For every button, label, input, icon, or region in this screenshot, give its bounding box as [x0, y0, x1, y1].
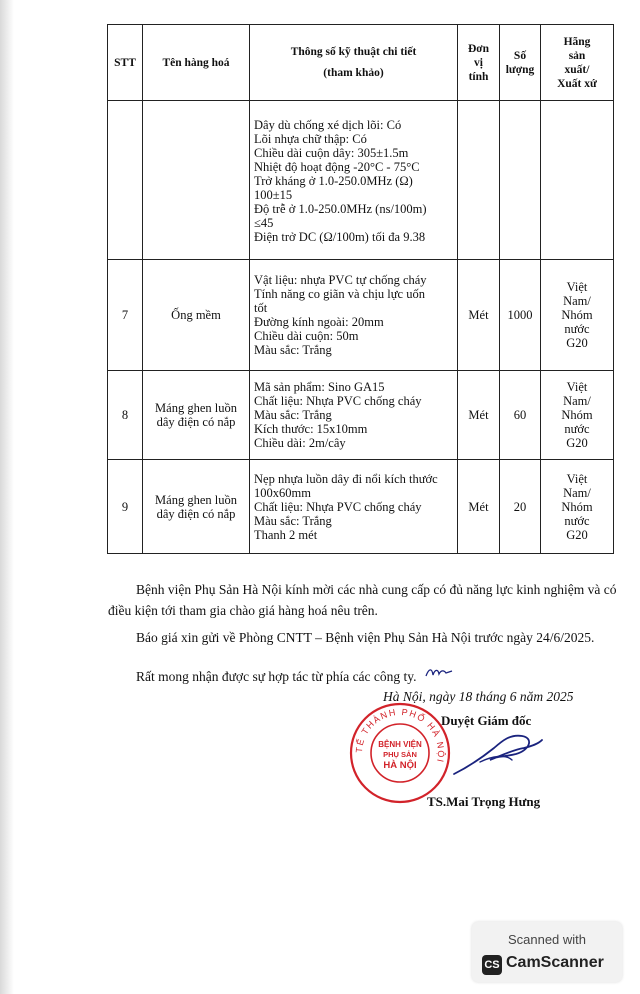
- spec-line: Chiều dài cuộn dây: 305±1.5m: [254, 145, 409, 160]
- origin-line: G20: [566, 436, 588, 450]
- spec-line: Trở kháng ở 1.0-250.0MHz (Ω): [254, 173, 413, 188]
- name-cell: [143, 260, 250, 371]
- spec-line: Nẹp nhựa luồn dây đi nổi kích thước: [254, 472, 438, 486]
- spec-line: Màu sắc: Trắng: [254, 343, 332, 357]
- scanned-with-text: Scanned with: [507, 932, 587, 947]
- quotation-paragraph: Báo giá xin gửi về Phòng CNTT – Bệnh viện Phụ Sản Hà Nội trước ngày 24/6/2025.: [136, 630, 595, 645]
- origin-line: Nhóm: [561, 499, 593, 514]
- origin-line: Nhóm: [561, 408, 593, 422]
- header-unit: [458, 25, 500, 101]
- stt-cell: 9: [108, 460, 143, 554]
- spec-line: Màu sắc: Trắng: [254, 514, 332, 528]
- table-header-row: [108, 25, 614, 101]
- origin-line: Việt: [566, 471, 588, 486]
- name-line: dây điện có nắp: [156, 506, 236, 521]
- header-spec-line: (tham khảo): [323, 67, 384, 79]
- spec-cell: [250, 371, 458, 460]
- camscanner-logo-icon: CS: [482, 955, 502, 975]
- header-unit-line: tính: [468, 70, 489, 83]
- origin-line: nước: [564, 322, 590, 336]
- stamp-inner-line: HÀ NỘI: [383, 760, 417, 771]
- spec-cell: [250, 101, 458, 260]
- table-row: [108, 260, 614, 371]
- header-origin: [541, 25, 614, 101]
- header-origin-line: sản: [568, 49, 586, 62]
- stt-cell: 7: [108, 260, 143, 371]
- spec-line: 100x60mm: [254, 486, 311, 500]
- origin-line: Nam/: [563, 394, 591, 408]
- origin-line: Nam/: [563, 294, 591, 308]
- header-stt: STT: [108, 25, 143, 101]
- origin-line: Nam/: [563, 485, 591, 500]
- header-origin-line: xuất/: [564, 63, 590, 76]
- spec-line: Lõi nhựa chữ thập: Có: [254, 131, 367, 146]
- spec-line: Đường kính ngoài: 20mm: [254, 315, 384, 329]
- header-unit-line: vị: [474, 56, 483, 69]
- header-name: Tên hàng hoá: [143, 25, 250, 101]
- spec-cell: [250, 260, 458, 371]
- header-qty-line: lượng: [505, 63, 535, 76]
- origin-cell: [541, 260, 614, 371]
- qty-cell: 1000: [500, 260, 541, 371]
- stamp-ring-text: TẾ THÀNH PHỐ HÀ NỘI: [353, 706, 447, 765]
- spec-line: Chiều dài: 2m/cây: [254, 436, 346, 450]
- origin-line: Việt: [566, 380, 588, 394]
- spec-line: Chất liệu: Nhựa PVC chống cháy: [254, 394, 422, 408]
- stt-cell: [108, 101, 143, 260]
- origin-line: G20: [566, 527, 588, 542]
- spec-line: Mã sản phẩm: Sino GA15: [254, 380, 385, 394]
- origin-line: Nhóm: [561, 308, 593, 322]
- header-origin-line: Hãng: [563, 35, 591, 48]
- name-cell: [143, 460, 250, 554]
- qty-cell: [500, 101, 541, 260]
- spec-line: Nhiệt độ hoạt động -20°C - 75°C: [254, 159, 420, 174]
- spec-line: Chất liệu: Nhựa PVC chống cháy: [254, 500, 422, 514]
- header-qty-line: Số: [513, 49, 527, 62]
- origin-cell: [541, 101, 614, 260]
- header-spec: [250, 25, 458, 101]
- unit-cell: Mét: [458, 460, 500, 554]
- camscanner-brand: CamScanner: [506, 954, 604, 971]
- approval-title: Duyệt Giám đốc: [441, 713, 532, 728]
- origin-line: nước: [564, 513, 590, 528]
- spec-line: Điện trở DC (Ω/100m) tối đa 9.38: [254, 229, 426, 244]
- origin-cell: [541, 371, 614, 460]
- origin-cell: [541, 460, 614, 554]
- unit-cell: Mét: [458, 371, 500, 460]
- hospital-stamp: [348, 701, 452, 805]
- name-line: Máng ghen luồn: [155, 401, 237, 415]
- qty-cell: 20: [500, 460, 541, 554]
- header-spec-line: Thông số kỹ thuật chi tiết: [290, 46, 417, 58]
- director-signature: [450, 726, 546, 782]
- spec-line: Chiều dài cuộn: 50m: [254, 329, 359, 343]
- name-cell: [143, 371, 250, 460]
- invitation-paragraph: Bệnh viện Phụ Sản Hà Nội kính mời các nhà cung cấp có đủ năng lực kinh nghiệm và có điều kiện tới tham gia chào giá hàng hoá nêu trên.: [108, 582, 617, 618]
- origin-line: nước: [564, 422, 590, 436]
- qty-cell: 60: [500, 371, 541, 460]
- closing-paragraph: Rất mong nhận được sự hợp tác từ phía các công ty.: [136, 669, 417, 684]
- spec-line: Độ trễ ở 1.0-250.0MHz (ns/100m): [254, 201, 427, 216]
- stamp-inner-line: BỆNH VIỆN: [378, 740, 422, 749]
- spec-cell: [250, 460, 458, 554]
- spec-line: Tính năng co giãn và chịu lực uốn: [254, 287, 425, 301]
- signer-name: TS.Mai Trọng Hưng: [427, 794, 541, 809]
- name-cell: [143, 101, 250, 260]
- unit-cell: Mét: [458, 260, 500, 371]
- header-origin-line: Xuất xứ: [557, 77, 597, 90]
- table-row: [108, 371, 614, 460]
- date-line: Hà Nội, ngày 18 tháng 6 năm 2025: [383, 689, 574, 704]
- header-unit-line: Đơn: [467, 42, 490, 55]
- stt-cell: 8: [108, 371, 143, 460]
- spec-line: Dây dù chống xé dịch lõi: Có: [254, 117, 402, 132]
- spec-line: tốt: [254, 301, 268, 315]
- table-row: [108, 460, 614, 554]
- spec-line: 100±15: [254, 187, 293, 202]
- header-qty: [500, 25, 541, 101]
- origin-line: Việt: [566, 280, 588, 294]
- camscanner-badge: [472, 922, 622, 982]
- origin-line: G20: [566, 336, 588, 350]
- table-row: [108, 101, 614, 260]
- spec-line: Vật liệu: nhựa PVC tự chống cháy: [254, 273, 427, 287]
- unit-cell: [458, 101, 500, 260]
- spec-line: ≤45: [254, 215, 274, 230]
- goods-table: [107, 24, 614, 554]
- spec-line: Thanh 2 mét: [254, 528, 318, 542]
- spec-line: Màu sắc: Trắng: [254, 408, 332, 422]
- spec-line: Kích thước: 15x10mm: [254, 422, 368, 436]
- handwritten-initials: [424, 664, 454, 680]
- stamp-inner-line: PHỤ SẢN: [383, 750, 417, 759]
- name-line: Ống mềm: [171, 308, 221, 322]
- scan-edge-shadow: [0, 0, 14, 994]
- name-line: Máng ghen luồn: [155, 492, 237, 507]
- name-line: dây điện có nắp: [156, 415, 236, 429]
